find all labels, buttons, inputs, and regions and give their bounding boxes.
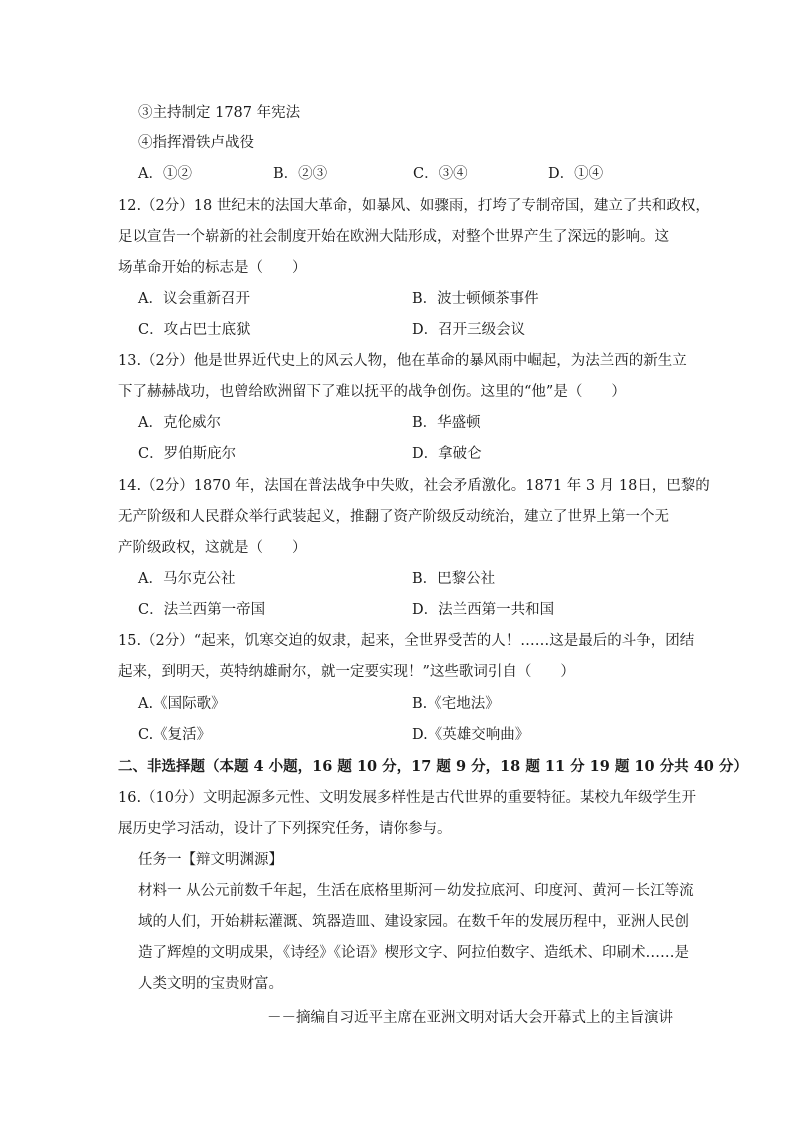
q16-task-1-title: 任务一【辩文明渊源】 <box>138 852 283 868</box>
q15-stem-line-1: 15.（2分）“起来，饥寒交迫的奴隶，起来，全世界受苦的人！……这是最后的斗争，团结 <box>118 633 695 649</box>
q16-stem-line-2: 展历史学习活动，设计了下列探究任务，请你参与。 <box>118 821 452 837</box>
q15-options-row-1 <box>138 694 698 714</box>
q12-option-a: A．议会重新召开 <box>138 291 250 307</box>
q12-options-row-1 <box>138 289 698 309</box>
q13-option-b: B．华盛顿 <box>412 415 481 431</box>
q11-choice-a: A．①② <box>138 166 192 182</box>
q11-choice-d: D．①④ <box>548 166 604 182</box>
section-2-heading: 二、非选择题（本题 4 小题，16 题 10 分，17 题 9 分，18 题 11 分 19 题 10 分共 40 分） <box>118 758 748 775</box>
q13-stem-line-2: 下了赫赫战功，也曾给欧洲留下了难以抚平的战争创伤。这里的“他”是（ ） <box>118 384 626 400</box>
q15-option-a: A.《国际歌》 <box>138 696 226 712</box>
q15-option-d: D.《英雄交响曲》 <box>412 727 530 743</box>
q16-material-line-3: 造了辉煌的文明成果，《诗经》《论语》楔形文字、阿拉伯数字、造纸术、印刷术……是 <box>138 945 689 961</box>
q15-option-b: B.《宅地法》 <box>412 696 500 712</box>
q12-option-b: B．波士顿倾茶事件 <box>412 291 539 307</box>
q14-option-c: C．法兰西第一帝国 <box>138 602 266 618</box>
q13-options-row-2 <box>138 444 698 464</box>
q12-options-row-2 <box>138 320 698 340</box>
q12-option-c: C．攻占巴士底狱 <box>138 322 251 338</box>
q13-options-row-1 <box>138 413 698 433</box>
q11-option-3: ③主持制定 1787 年宪法 <box>138 105 301 121</box>
q12-stem-line-2: 足以宣告一个崭新的社会制度开始在欧洲大陆形成，对整个世界产生了深远的影响。这 <box>118 229 669 245</box>
q12-stem-line-3: 场革命开始的标志是（ ） <box>118 260 307 276</box>
q15-options-row-2 <box>138 725 698 745</box>
q14-stem-line-1: 14.（2分）1870 年，法国在普法战争中失败，社会矛盾激化。1871 年 3 月 18日，巴黎的 <box>118 478 710 494</box>
q16-material-line-4: 人类文明的宝贵财富。 <box>138 976 283 992</box>
q14-stem-line-2: 无产阶级和人民群众举行武装起义，推翻了资产阶级反动统治，建立了世界上第一个无 <box>118 509 669 525</box>
q13-option-a: A．克伦威尔 <box>138 415 221 431</box>
q15-stem-line-2: 起来，到明天，英特纳雄耐尔，就一定要实现！”这些歌词引自（ ） <box>118 664 575 680</box>
q14-options-row-2 <box>138 600 698 620</box>
q12-option-d: D．召开三级会议 <box>412 322 526 338</box>
q15-option-c: C.《复活》 <box>138 727 212 743</box>
q14-stem-line-3: 产阶级政权，这就是（ ） <box>118 540 307 556</box>
q12-stem-line-1: 12.（2分）18 世纪末的法国大革命，如暴风、如骤雨，打垮了专制帝国，建立了共和政权， <box>118 198 710 214</box>
q11-choice-b: B．②③ <box>273 166 328 182</box>
q14-option-a: A．马尔克公社 <box>138 571 236 587</box>
q14-option-d: D．法兰西第一共和国 <box>412 602 555 618</box>
q13-option-c: C．罗伯斯庇尔 <box>138 446 237 462</box>
q16-material-line-1: 材料一 从公元前数千年起，生活在底格里斯河－幼发拉底河、印度河、黄河－长江等流 <box>138 883 694 899</box>
q13-stem-line-1: 13.（2分）他是世界近代史上的风云人物，他在革命的暴风雨中崛起，为法兰西的新生立 <box>118 353 687 369</box>
q11-choice-c: C．③④ <box>413 166 468 182</box>
q13-option-d: D．拿破仑 <box>412 446 482 462</box>
q14-option-b: B．巴黎公社 <box>412 571 496 587</box>
q16-material-source: －－摘编自习近平主席在亚洲文明对话大会开幕式上的主旨演讲 <box>267 1010 673 1026</box>
q14-options-row-1 <box>138 569 698 589</box>
q16-stem-line-1: 16.（10分）文明起源多元性、文明发展多样性是古代世界的重要特征。某校九年级学生开 <box>118 790 697 806</box>
q11-option-4: ④指挥滑铁卢战役 <box>138 135 254 151</box>
q16-material-line-2: 域的人们，开始耕耘灌溉、筑器造皿、建设家园。在数千年的发展历程中，亚洲人民创 <box>138 914 689 930</box>
